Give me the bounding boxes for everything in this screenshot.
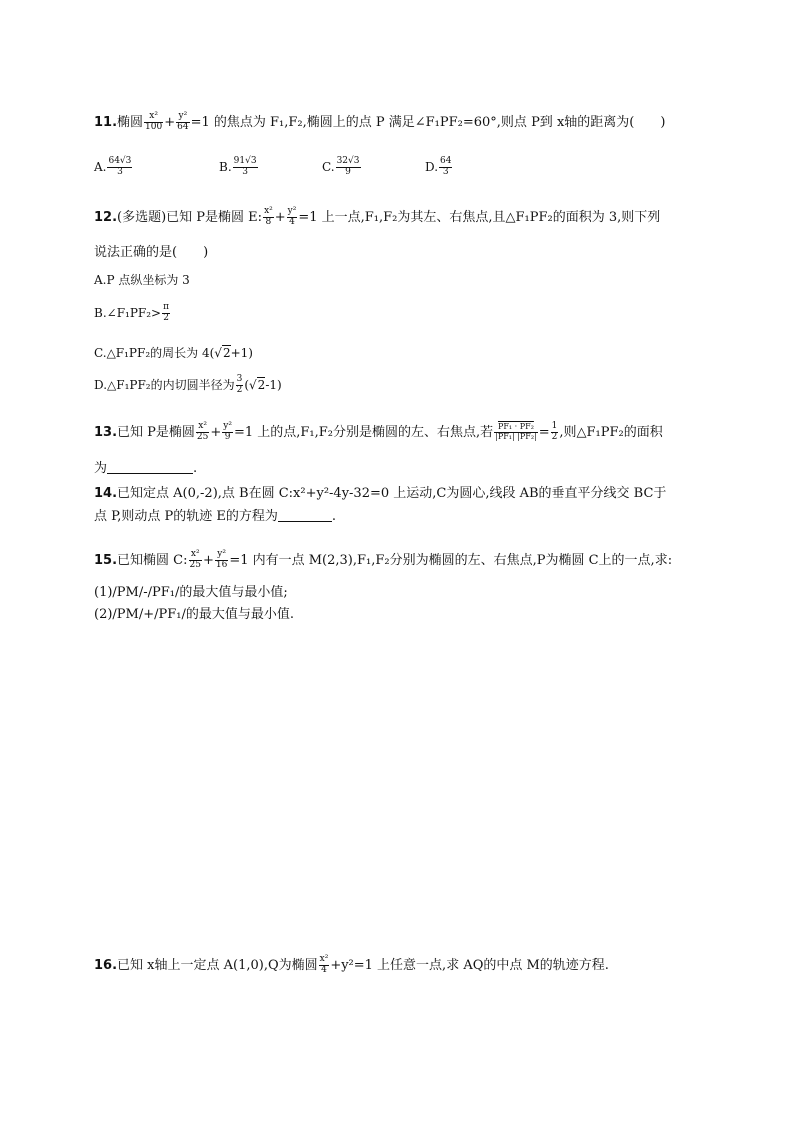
q13-stem: [94, 422, 663, 443]
q13-post: ,则△F₁PF₂的面积: [559, 424, 663, 440]
q12-frac-y: $\frac{\text{y²}}{4}$: [287, 206, 297, 227]
q15-plus: +: [202, 552, 214, 568]
q15-pre: 已知椭圆 C:: [117, 552, 188, 568]
q13-pre: 已知 P是椭圆: [117, 424, 195, 440]
q13-half: $\frac{1}{2}$: [551, 421, 558, 442]
q12-stem: [94, 207, 660, 228]
q16-post: +y²=1 上任意一点,求 AQ的中点 M的轨迹方程.: [330, 957, 609, 973]
q11-number: 11.: [94, 114, 118, 130]
q12-option-c[interactable]: C.△F₁PF₂的周长为 4(√2+1): [94, 346, 253, 360]
q12-number: 12.: [94, 209, 118, 225]
q14-line1: 已知定点 A(0,-2),点 B在圆 C:x²+y²-4y-32=0 上运动,C为圆心,线段 AB的垂直平分线交 BC于: [117, 486, 667, 501]
q13-number: 13.: [94, 424, 118, 440]
q11-option-a[interactable]: A. $\frac{64√3}{3}$: [94, 156, 132, 177]
q11-pre: 椭圆: [117, 114, 144, 130]
q11-frac-x: $\frac{\text{x²}}{100}$: [145, 111, 163, 132]
q15-stem: [94, 550, 672, 571]
q12-frac-x: $\frac{\text{x²}}{8}$: [264, 206, 273, 227]
q15-part1: (1)/PM/-/PF₁/的最大值与最小值;: [94, 585, 288, 600]
q16-pre: 已知 x轴上一定点 A(1,0),Q为椭圆: [117, 957, 318, 973]
q13-plus: +: [210, 424, 222, 440]
q16-stem: [94, 955, 609, 976]
q12-eq: =1 上一点,F₁,F₂为其左、右焦点,且△F₁PF₂的面积为 3,则下列: [298, 209, 661, 225]
q12-option-b[interactable]: B.∠F₁PF₂> $\frac{\pi}{2}$: [94, 302, 170, 323]
q13-mid: =1 上的点,F₁,F₂分别是椭圆的左、右焦点,若: [233, 424, 494, 440]
q13-answer-blank[interactable]: [107, 473, 193, 474]
q11-plus: +: [164, 114, 176, 130]
q15-frac-y: $\frac{\text{y²}}{16}$: [215, 549, 228, 570]
q11-option-d[interactable]: D. $\frac{64}{3}$: [425, 156, 452, 177]
q14-stem-line2: 点 P,则动点 P的轨迹 E的方程为 .: [94, 509, 337, 524]
q11-eq: =1 的焦点为 F₁,F₂,椭圆上的点 P 满足∠F₁PF₂=60°,则点 P到 x轴的距离为( ): [190, 114, 666, 130]
q12-option-d[interactable]: D.△F₁PF₂的内切圆半径为 $\frac{3}{2}$ (√2-1): [94, 374, 282, 395]
q16-number: 16.: [94, 957, 118, 973]
q13-frac-y: $\frac{\text{y²}}{9}$: [223, 421, 232, 442]
q14-stem: [94, 487, 666, 500]
q15-number: 15.: [94, 552, 118, 568]
q15-post: =1 内有一点 M(2,3),F₁,F₂分别为椭圆的左、右焦点,P为椭圆 C上的一点,求:: [229, 552, 673, 568]
q15-frac-x: $\frac{\text{x²}}{25}$: [189, 549, 201, 570]
q13-stem-line2: 为 .: [94, 461, 198, 476]
q13-frac-x: $\frac{\text{x²}}{25}$: [196, 421, 209, 442]
q14-number: 14.: [94, 486, 118, 501]
q12-option-a[interactable]: A.P 点纵坐标为 3: [94, 273, 190, 287]
q13-equals: =: [538, 424, 550, 440]
q11-frac-y: $\frac{\text{y²}}{64}$: [177, 111, 189, 132]
q11-option-b[interactable]: B. $\frac{91√3}{3}$: [219, 156, 257, 177]
q12-plus: +: [274, 209, 286, 225]
q13-vector-frac: $\frac{\text{PF₁ · PF₂}}{\text{|PF₁| |PF₂|}}$: [495, 422, 537, 441]
q12-stem-line2: 说法正确的是( ): [94, 245, 209, 260]
q15-part2: (2)/PM/+/PF₁/的最大值与最小值.: [94, 607, 294, 622]
q12-pre: (多选题)已知 P是椭圆 E:: [117, 209, 263, 225]
q11-stem: [94, 112, 665, 133]
q11-option-c[interactable]: C. $\frac{32√3}{9}$: [322, 156, 360, 177]
q14-answer-blank[interactable]: [278, 521, 332, 522]
q16-frac-x: $\frac{\text{x²}}{4}$: [319, 954, 329, 975]
